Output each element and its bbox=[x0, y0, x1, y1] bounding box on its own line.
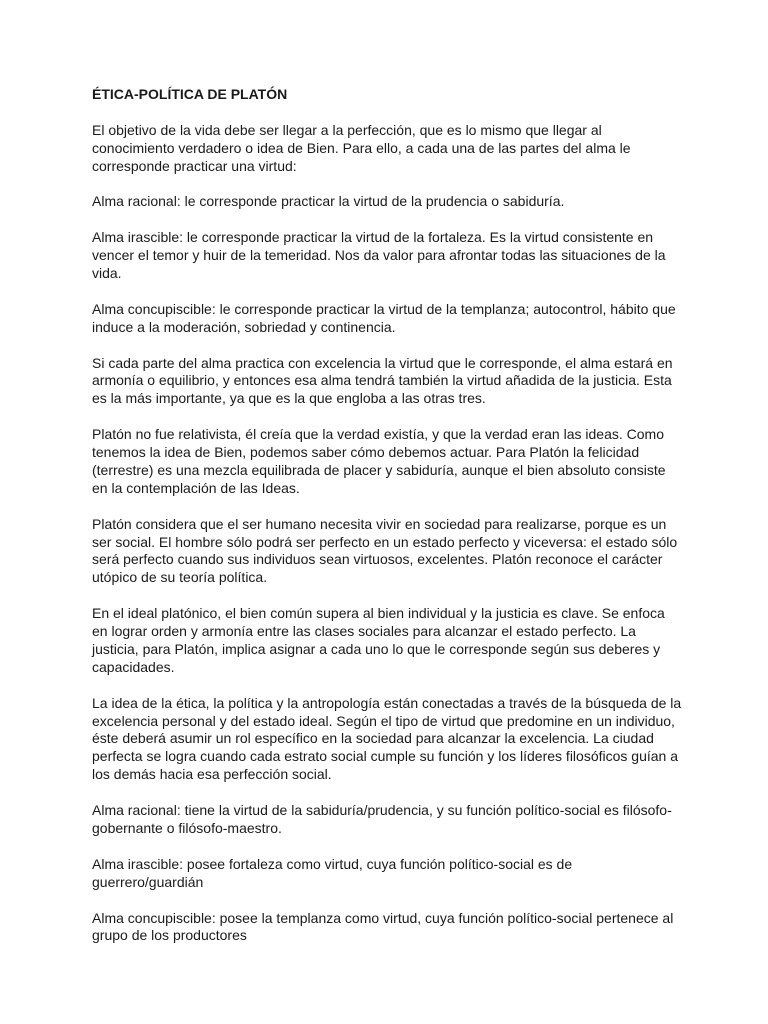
paragraph-irascible-funcion: Alma irascible: posee fortaleza como virtud, cuya función político-social es de guerrero/guardián bbox=[92, 855, 573, 890]
paragraph-justicia: Si cada parte del alma practica con excelencia la virtud que le corresponde, el alma estará en armonía o equilibrio, y entonces esa alma tendrá también la virtud añadida de la justicia. Esta es la más importante, ya que es la que engloba a las otras tres. bbox=[92, 354, 673, 407]
paragraph-sociedad: Platón considera que el ser humano necesita vivir en sociedad para realizarse, porque es un ser social. El hombre sólo podrá ser perfecto en un estado perfecto y viceversa: el estado sólo será perfecto cuando sus individuos sean virtuosos, excelentes. Platón reconoce el carácter utópico de su teoría política. bbox=[92, 515, 678, 586]
paragraph-racional-funcion: Alma racional: tiene la virtud de la sabiduría/prudencia, y su función político-social es filósofo-gobernante o filósofo-maestro. bbox=[92, 802, 672, 836]
paragraph-etica-politica: La idea de la ética, la política y la antropología están conectadas a través de la búsqueda de la excelencia personal y del estado ideal. Según el tipo de virtud que predomine en un individuo, éste deberá asumir un rol específico en la sociedad para alcanzar la excelencia. La ciudad perfecta se logra cuando cada estrato social cumple su función y los líderes filosóficos guían a los demás hacia esa perfección social. bbox=[92, 694, 682, 783]
paragraph-ideal-platonico: En el ideal platónico, el bien común supera al bien individual y la justicia es clave. Se enfoca en lograr orden y armonía entre las clases sociales para alcanzar el estado perfecto. La justicia, para Platón, implica asignar a cada uno lo que le corresponde según sus deberes y capacidades. bbox=[92, 605, 665, 675]
paragraph-objetivo: El objetivo de la vida debe ser llegar a la perfección, que es lo mismo que llegar al conocimiento verdadero o idea de Bien. Para ello, a cada una de las partes del alma le corresponde practicar una virtud: bbox=[92, 121, 631, 174]
document-title: ÉTICA-POLÍTICA DE PLATÓN bbox=[92, 86, 288, 102]
paragraph-alma-racional: Alma racional: le corresponde practicar la virtud de la prudencia o sabiduría. bbox=[92, 193, 565, 210]
paragraph-alma-concupiscible: Alma concupiscible: le corresponde practicar la virtud de la templanza; autocontrol, hábito que induce a la moderación, sobriedad y continencia. bbox=[92, 300, 676, 335]
paragraph-alma-irascible: Alma irascible: le corresponde practicar la virtud de la fortaleza. Es la virtud consistente en vencer el temor y huir de la temeridad. Nos da valor para afrontar todas las situaciones de la vida. bbox=[92, 229, 666, 282]
paragraph-concupiscible-funcion: Alma concupiscible: posee la templanza como virtud, cuya función político-social pertenece al grupo de los productores bbox=[92, 909, 674, 944]
document-page bbox=[92, 86, 682, 963]
paragraph-relativismo: Platón no fue relativista, él creía que la verdad existía, y que la verdad eran las ideas. Como tenemos la idea de Bien, podemos saber cómo debemos actuar. Para Platón la felicidad (terrestre) es una mezcla equilibrada de placer y sabiduría, aunque el bien absoluto consiste en la contemplación de las Ideas. bbox=[92, 426, 666, 496]
